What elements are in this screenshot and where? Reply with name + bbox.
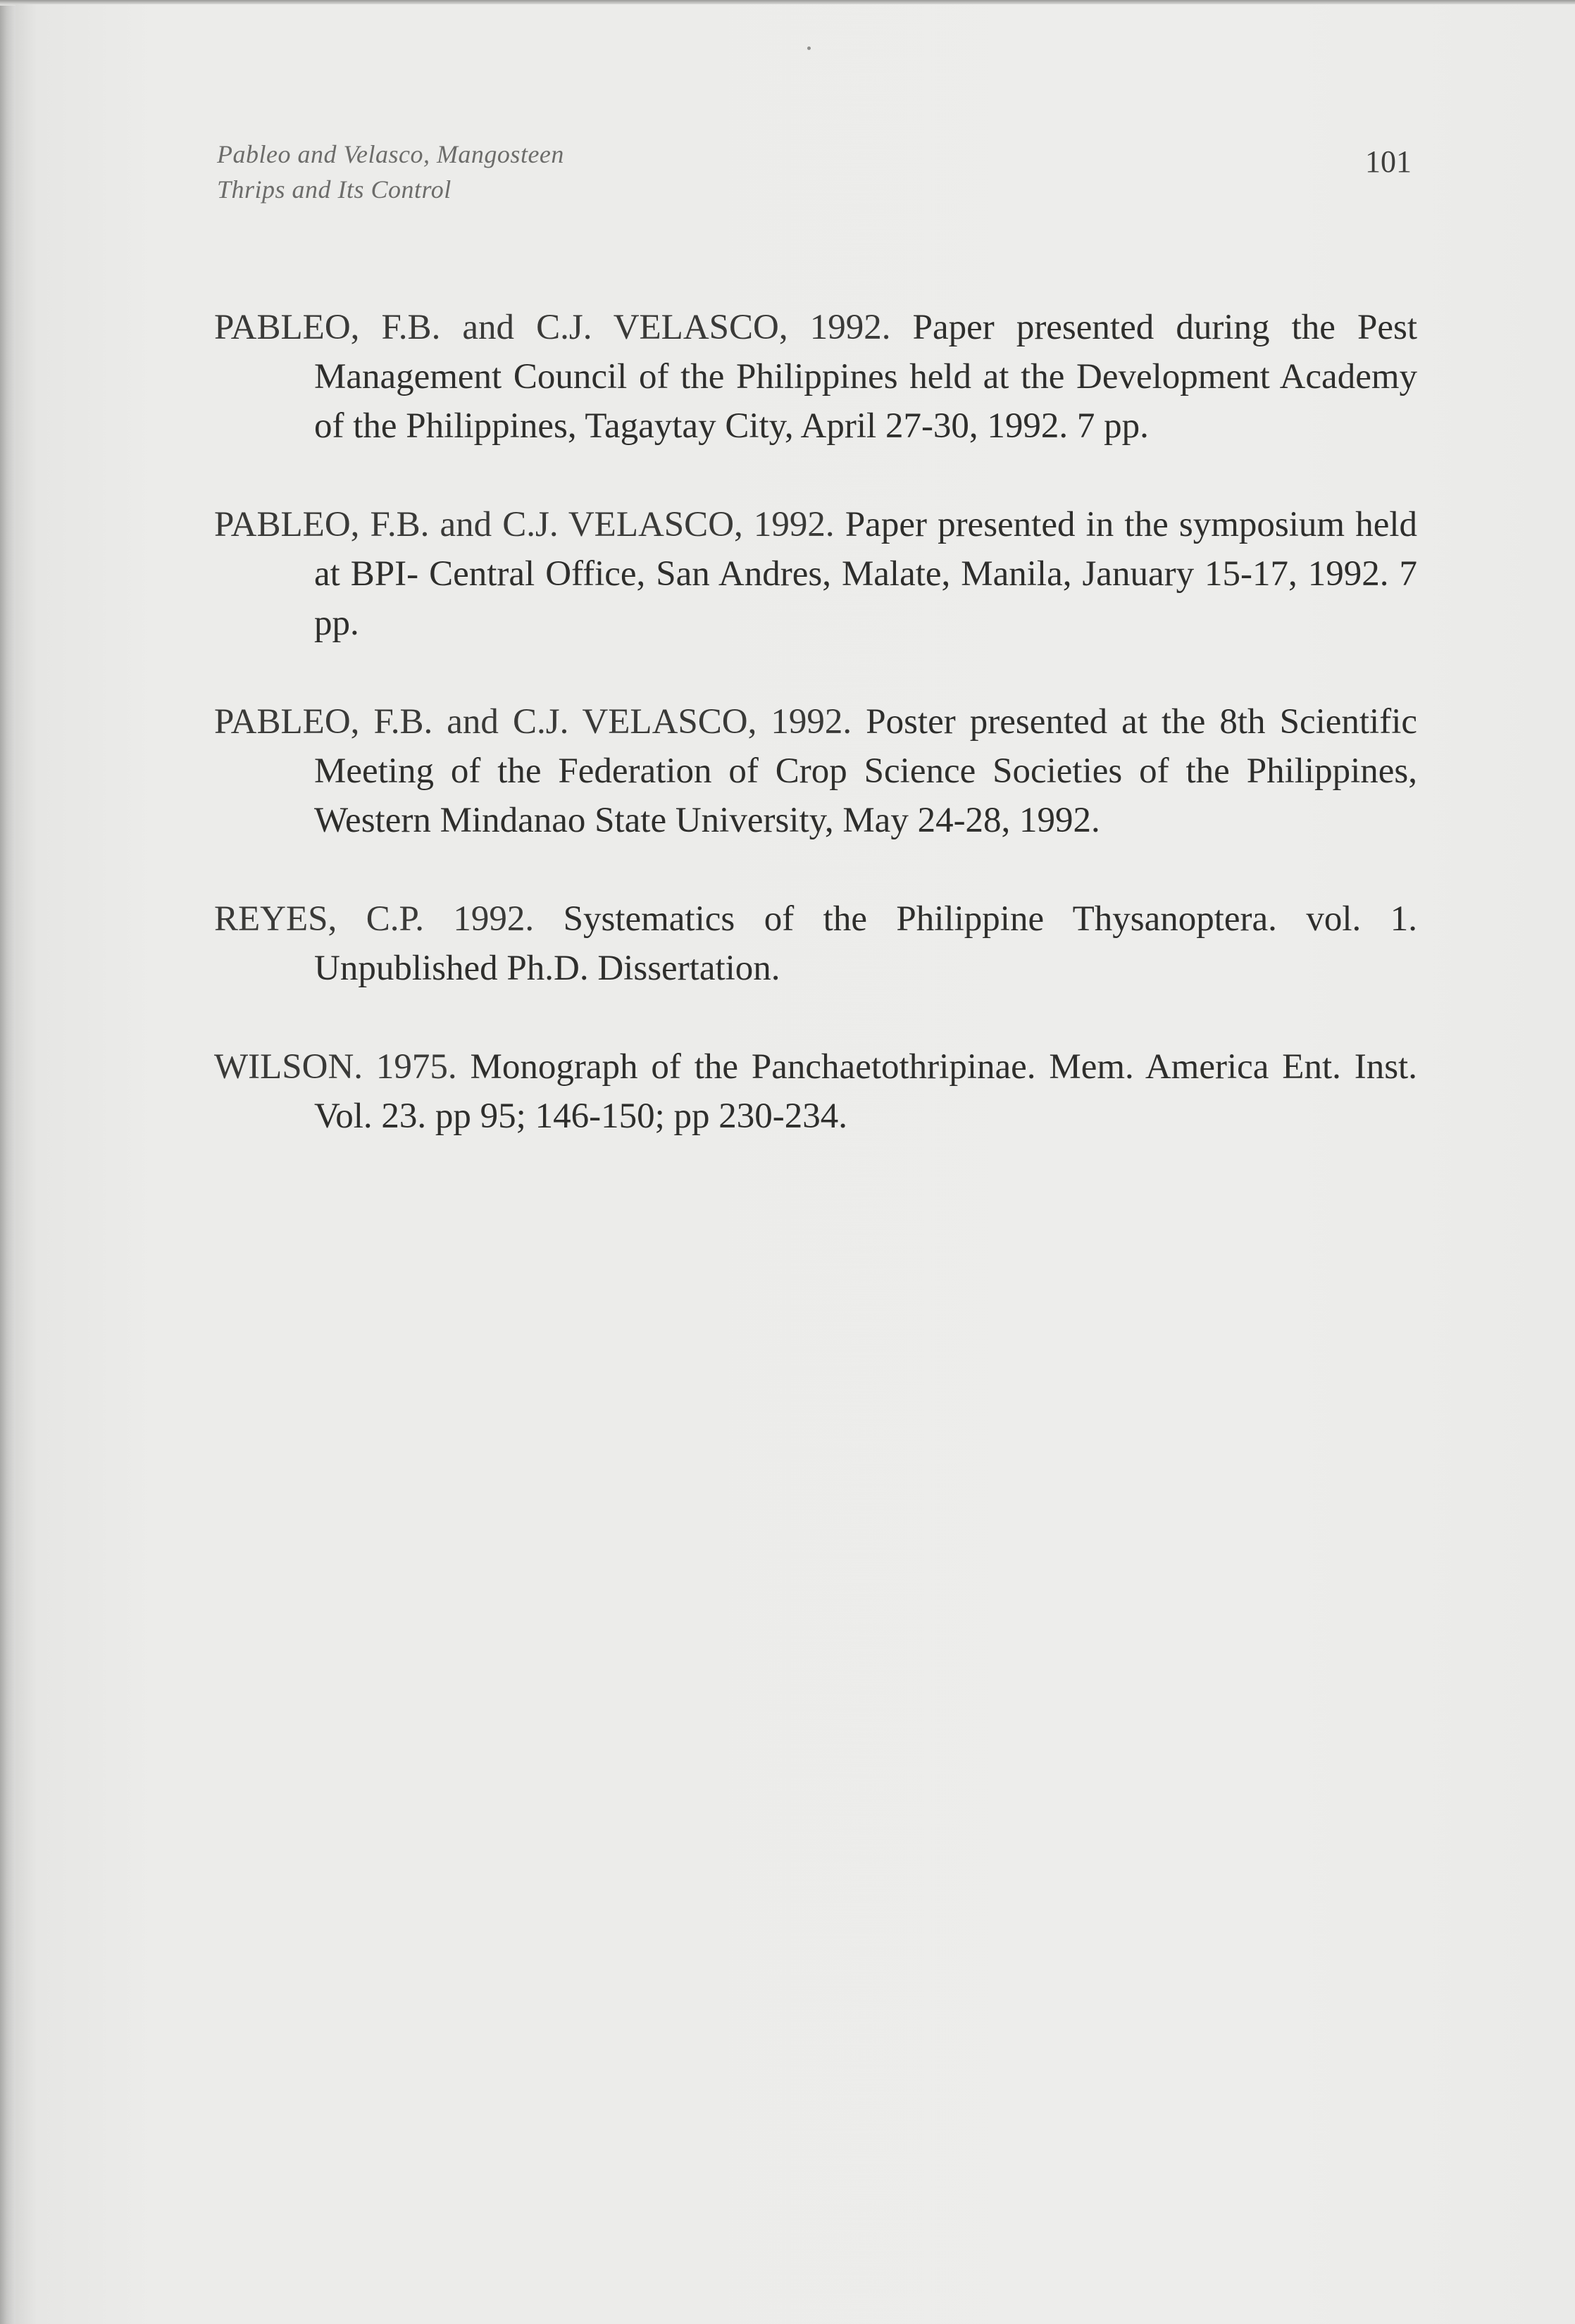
reference-entry [214, 303, 1417, 451]
running-head-line-1: Pableo and Velasco, Mangosteen [217, 140, 564, 168]
reference-text: Systematics of the Philippine Thysanoptera. vol. 1. Unpublished Ph.D. Dissertation. [314, 899, 1417, 988]
reference-text: Paper presented during the Pest Management Council of the Philippines held at the Development Academy of the Philippines, Tagaytay City, April 27-30, 1992. 7 pp. [314, 308, 1418, 446]
reference-list [214, 303, 1417, 1190]
reference-entry [214, 1042, 1417, 1141]
reference-text: Monograph of the Panchaetothripinae. Mem. America Ent. Inst. Vol. 23. pp 95; 146-150; pp 230-234. [314, 1047, 1417, 1136]
reference-author: PABLEO, F.B. and C.J. VELASCO, 1992. [214, 308, 891, 347]
reference-text: Poster presented at the 8th Scientific Meeting of the Federation of Crop Science Societies of the Philippines, Western Mindanao State University, May 24-28, 1992. [314, 702, 1418, 840]
scan-speck [807, 46, 811, 50]
reference-author: REYES, C.P. 1992. [214, 899, 535, 939]
reference-text: Paper presented in the symposium held at BPI- Central Office, San Andres, Malate, Manila, January 15-17, 1992. 7 pp. [314, 505, 1418, 643]
reference-author: PABLEO, F.B. and C.J. VELASCO, 1992. [214, 702, 852, 742]
reference-entry [214, 894, 1417, 993]
running-head-line-2: Thrips and Its Control [217, 175, 452, 204]
page-number: 101 [1365, 144, 1412, 179]
reference-author: WILSON. 1975. [214, 1047, 457, 1087]
reference-entry [214, 500, 1417, 648]
running-head [217, 137, 564, 207]
scan-left-edge-shadow [0, 0, 17, 2324]
reference-author: PABLEO, F.B. and C.J. VELASCO, 1992. [214, 505, 835, 544]
reference-entry [214, 697, 1417, 845]
